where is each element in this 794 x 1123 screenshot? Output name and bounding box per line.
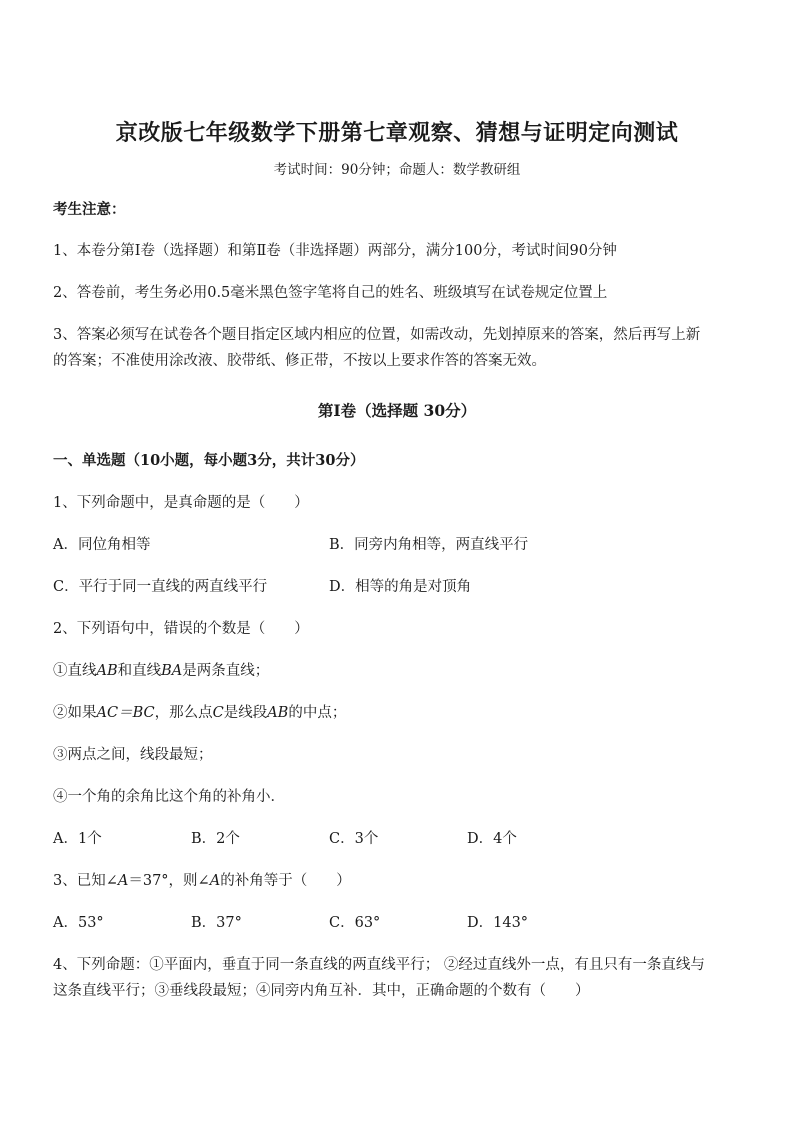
q3-stem: 3、已知∠A＝37°，则∠A的补角等于（ ） [53,873,351,889]
q1-option-c: C．平行于同一直线的两直线平行 [53,579,268,595]
q2-option-c: C．3个 [329,831,379,847]
q2-option-b: B．2个 [191,831,240,847]
q1-stem: 1、下列命题中，是真命题的是（ ） [53,495,309,511]
exam-subtitle: 考试时间：90分钟；命题人：数学教研组 [273,162,521,178]
q2-stem: 2、下列语句中，错误的个数是（ ） [53,621,309,637]
q2-statement-4: ④一个角的余角比这个角的补角小． [53,789,285,805]
q1-option-b: B．同旁内角相等，两直线平行 [329,537,529,553]
notice-heading: 考生注意： [53,201,126,218]
q4-stem-line-1: 4、下列命题：①平面内，垂直于同一条直线的两直线平行； ②经过直线外一点，有且只有一条直线与 [53,957,705,973]
part-heading: 第Ⅰ卷（选择题 30分） [317,401,477,420]
q4-stem-line-2: 这条直线平行；③垂线段最短；④同旁内角互补．其中，正确命题的个数有（ ） [53,983,590,999]
section-heading: 一、单选题（10小题，每小题3分，共计30分） [53,452,365,469]
exam-title: 京改版七年级数学下册第七章观察、猜想与证明定向测试 [115,120,679,146]
q3-option-c: C．63° [329,915,381,931]
notice-item-1: 1、本卷分第Ⅰ卷（选择题）和第Ⅱ卷（非选择题）两部分，满分100分，考试时间90分钟 [53,243,617,259]
q3-option-d: D．143° [467,915,529,931]
notice-item-3-cont: 的答案；不准使用涂改液、胶带纸、修正带，不按以上要求作答的答案无效。 [53,353,546,369]
q1-option-a: A．同位角相等 [53,537,151,553]
q2-statement-1: ①直线AB和直线BA是两条直线； [53,663,270,679]
q2-option-d: D．4个 [467,831,517,847]
q3-option-a: A．53° [53,915,104,931]
notice-item-2: 2、答卷前，考生务必用0.5毫米黑色签字笔将自己的姓名、班级填写在试卷规定位置上 [53,285,608,301]
q3-option-b: B．37° [191,915,242,931]
q1-option-d: D．相等的角是对顶角 [329,579,472,595]
q2-statement-3: ③两点之间，线段最短； [53,747,213,763]
notice-item-3: 3、答案必须写在试卷各个题目指定区域内相应的位置，如需改动，先划掉原来的答案，然后再写上新 [53,327,701,343]
q2-option-a: A．1个 [53,831,102,847]
q2-statement-2: ②如果AC＝BC，那么点C是线段AB的中点； [53,705,347,721]
